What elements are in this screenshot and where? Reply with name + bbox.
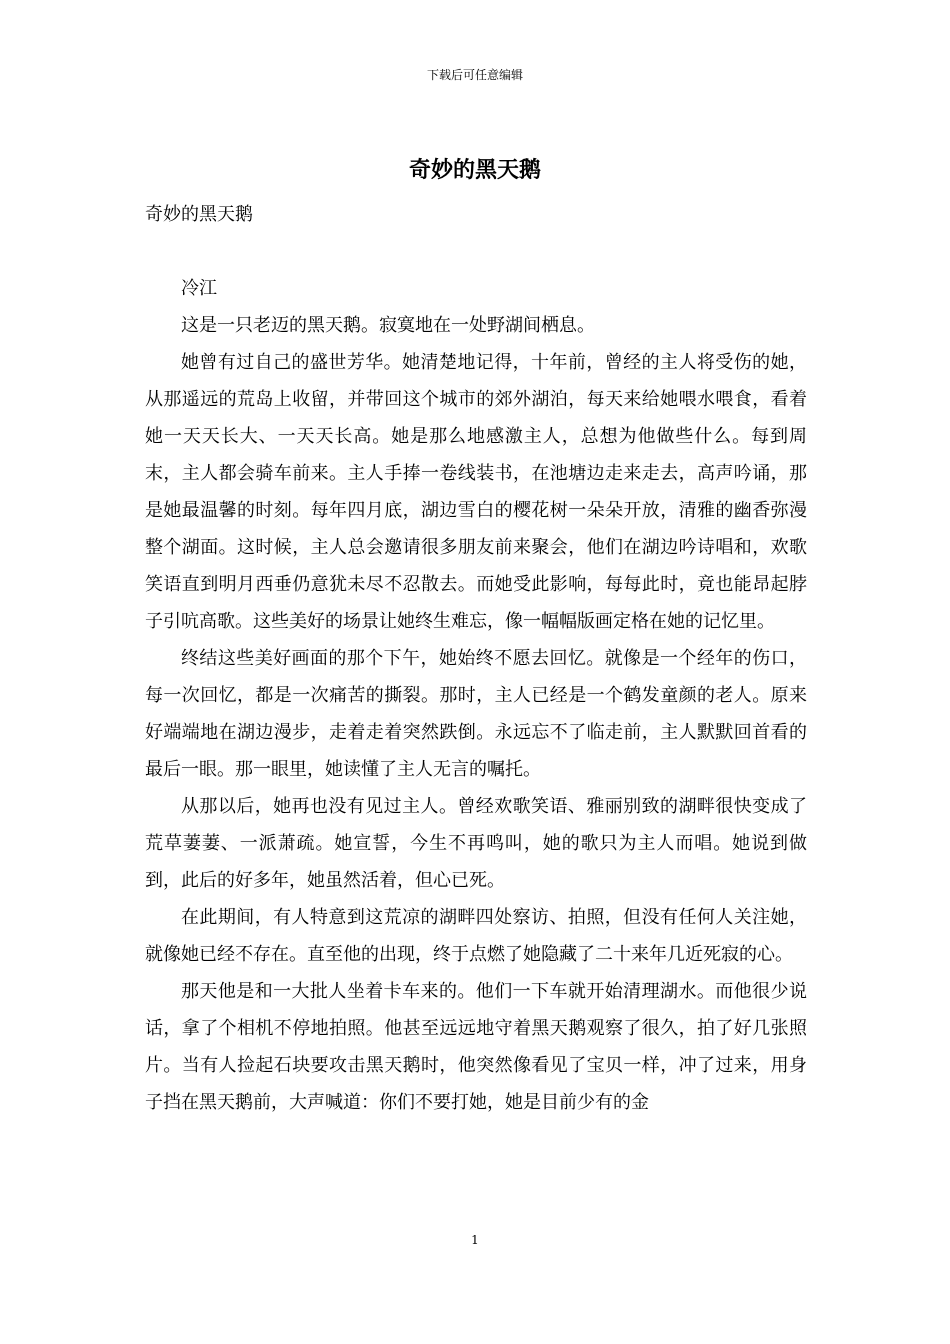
document-subtitle: 奇妙的黑天鹅 [145, 204, 253, 225]
document-body [145, 196, 807, 1121]
author-line: 冷江 [181, 278, 217, 299]
document-title: 奇妙的黑天鹅 [408, 158, 541, 183]
paragraph: 那天他是和一大批人坐着卡车来的。他们一下车就开始清理湖水。而他很少说话，拿了个相机不停地拍照。他甚至远远地守着黑天鹅观察了很久，拍了好几张照片。当有人捡起石块要攻击黑天鹅时，他突然像看见了宝贝一样，冲了过来，用身子挡在黑天鹅前，大声喊道：你们不要打她，她是目前少有的金 [145, 981, 807, 1113]
paragraph: 她曾有过自己的盛世芳华。她清楚地记得，十年前，曾经的主人将受伤的她，从那遥远的荒岛上收留，并带回这个城市的郊外湖泊，每天来给她喂水喂食，看着她一天天长大、一天天长高。她是那么地感激主人，总想为他做些什么。每到周末，主人都会骑车前来。主人手捧一卷线装书，在池塘边走来走去，高声吟诵，那是她最温馨的时刻。每年四月底，湖边雪白的樱花树一朵朵开放，清雅的幽香弥漫整个湖面。这时候，主人总会邀请很多朋友前来聚会，他们在湖边吟诗唱和，欢歌笑语直到明月西垂仍意犹未尽不忍散去。而她受此影响，每每此时，竟也能昂起脖子引吭高歌。这些美好的场景让她终生难忘，像一幅幅版画定格在她的记忆里。 [145, 352, 807, 632]
page-number: 1 [471, 1233, 479, 1247]
paragraph: 终结这些美好画面的那个下午，她始终不愿去回忆。就像是一个经年的伤口，每一次回忆，都是一次痛苦的撕裂。那时，主人已经是一个鹤发童颜的老人。原来好端端地在湖边漫步，走着走着突然跌倒。永远忘不了临走前，主人默默回首看的最后一眼。那一眼里，她读懂了主人无言的嘱托。 [145, 648, 807, 780]
paragraph: 从那以后，她再也没有见过主人。曾经欢歌笑语、雅丽别致的湖畔很快变成了荒草萋萋、一派萧疏。她宣誓，今生不再鸣叫，她的歌只为主人而唱。她说到做到，此后的好多年，她虽然活着，但心已死。 [145, 796, 807, 891]
header-note: 下载后可任意编辑 [426, 68, 523, 82]
paragraph: 这是一只老迈的黑天鹅。寂寞地在一处野湖间栖息。 [181, 315, 595, 336]
paragraph: 在此期间，有人特意到这荒凉的湖畔四处察访、拍照，但没有任何人关注她，就像她已经不存在。直至他的出现，终于点燃了她隐藏了二十来年几近死寂的心。 [145, 907, 807, 965]
